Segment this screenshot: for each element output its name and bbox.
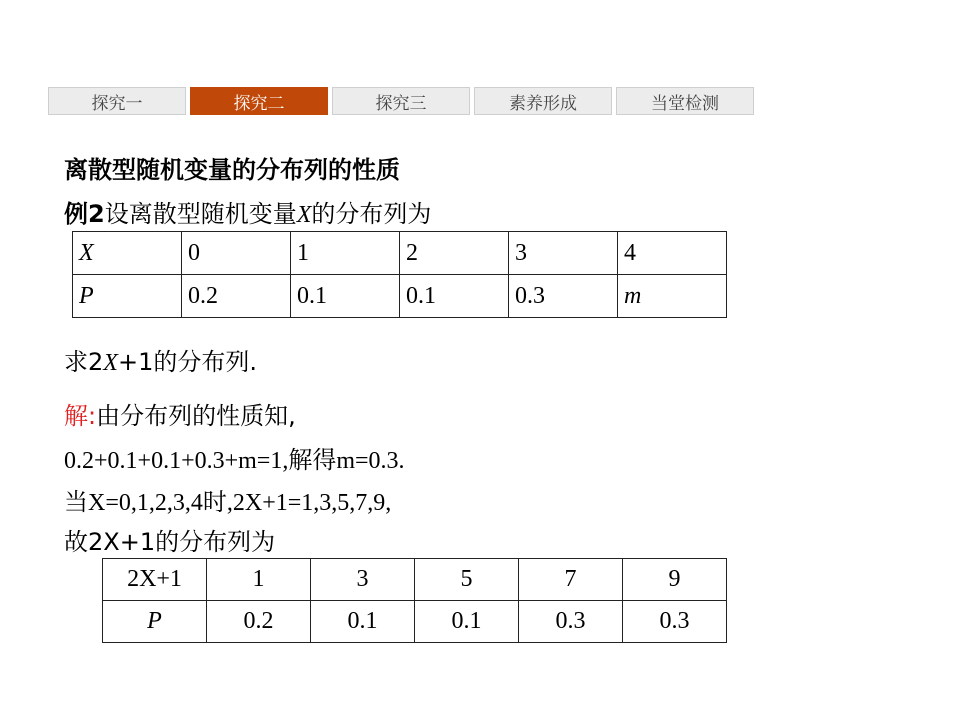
- question-prefix: 求2: [64, 348, 104, 376]
- table-cell: 5: [415, 559, 519, 601]
- table-cell: m: [618, 275, 727, 318]
- table-cell: 0.2: [182, 275, 291, 318]
- tab-class-test[interactable]: 当堂检测: [616, 87, 754, 115]
- table-cell: 1: [207, 559, 311, 601]
- solution-line-1: [64, 396, 296, 431]
- table-cell: 0.2: [207, 601, 311, 643]
- solution-colon: :: [88, 402, 97, 430]
- example-text-after: 的分布列为: [311, 200, 432, 228]
- section-heading: 离散型随机变量的分布列的性质: [64, 156, 400, 184]
- table-row: [103, 559, 727, 601]
- example-statement: [64, 194, 431, 229]
- table-row: [73, 275, 727, 318]
- solution-line-2: 0.2+0.1+0.1+0.3+m=1,解得m=0.3.: [64, 448, 405, 474]
- table-cell: 0.3: [623, 601, 727, 643]
- table-cell: X: [73, 232, 182, 275]
- table-cell: 3: [311, 559, 415, 601]
- table-cell: 1: [291, 232, 400, 275]
- tab-explore-2[interactable]: 探究二: [190, 87, 328, 115]
- table-cell: 2: [400, 232, 509, 275]
- table-cell: 0: [182, 232, 291, 275]
- tab-explore-1[interactable]: 探究一: [48, 87, 186, 115]
- example-text-before: 设离散型随机变量: [104, 200, 297, 228]
- solution-line-4: 故2X+1的分布列为: [64, 528, 276, 556]
- solution-line-3: 当X=0,1,2,3,4时,2X+1=1,3,5,7,9,: [64, 490, 392, 516]
- table-cell: 0.1: [311, 601, 415, 643]
- table-cell: P: [103, 601, 207, 643]
- question-variable: X: [103, 350, 118, 376]
- example-label: 例2: [64, 200, 105, 228]
- table-cell: 0.1: [415, 601, 519, 643]
- table-cell: 2X+1: [103, 559, 207, 601]
- table-row: [103, 601, 727, 643]
- table-cell: 9: [623, 559, 727, 601]
- question-suffix: +1的分布列.: [117, 348, 257, 376]
- table-cell: 0.3: [519, 601, 623, 643]
- solution-text-1: 由分布列的性质知,: [96, 402, 296, 430]
- solution-label: 解: [64, 402, 88, 430]
- tab-literacy[interactable]: 素养形成: [474, 87, 612, 115]
- table-cell: 3: [509, 232, 618, 275]
- table-cell: 4: [618, 232, 727, 275]
- table-cell: P: [73, 275, 182, 318]
- tab-explore-3[interactable]: 探究三: [332, 87, 470, 115]
- table-cell: 0.3: [509, 275, 618, 318]
- distribution-table-x: [72, 231, 727, 318]
- table-cell: 7: [519, 559, 623, 601]
- example-variable: X: [296, 202, 312, 228]
- section-tabs: [48, 87, 754, 115]
- table-cell: 0.1: [400, 275, 509, 318]
- table-cell: 0.1: [291, 275, 400, 318]
- table-row: [73, 232, 727, 275]
- distribution-table-2x-plus-1: [102, 558, 727, 643]
- question-text: [64, 342, 257, 377]
